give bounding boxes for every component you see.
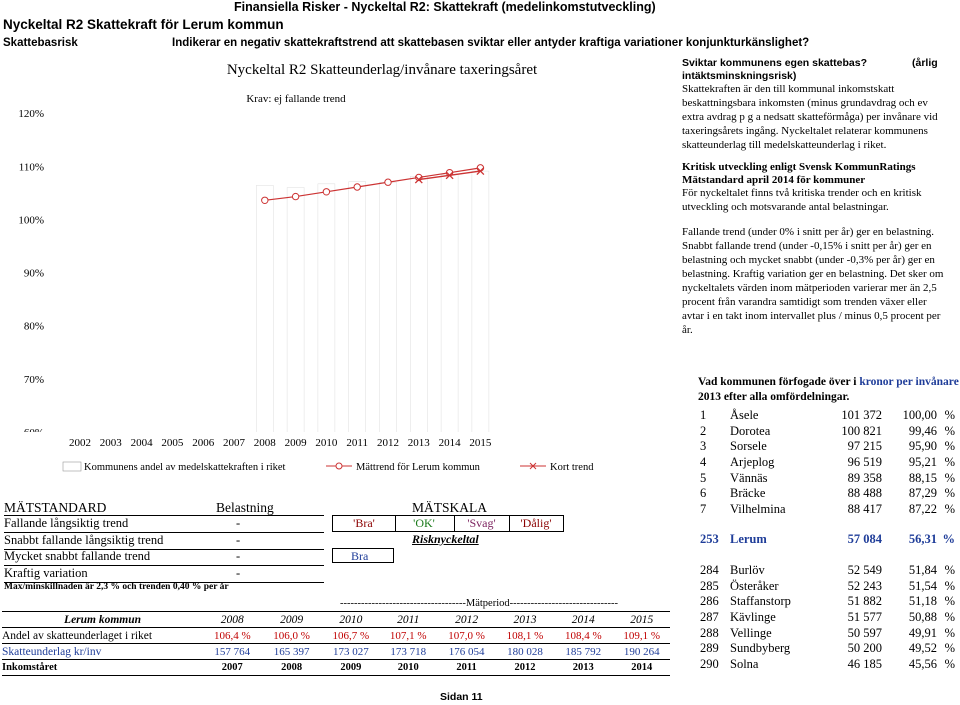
history-cell: 2009 — [322, 660, 380, 676]
text-line: nyckeltalets värden inom mätperioden varierar mer än 2,5 — [682, 282, 937, 294]
x-tick-label: 2005 — [161, 437, 184, 449]
legend-label-bar: Kommunens andel av medelskattekraften i riket — [84, 462, 286, 473]
ranking-unit: % — [944, 563, 955, 578]
standard-load: - — [236, 532, 241, 547]
ranking-top-table — [700, 408, 955, 517]
question-title-2: intäktsminskningsrisk) — [682, 70, 797, 82]
x-tick-label: 2014 — [438, 437, 461, 449]
bar — [256, 185, 273, 438]
ranking-title — [698, 376, 959, 388]
ranking-pct: 88,15 — [908, 470, 937, 485]
ranking-rank: 6 — [700, 486, 707, 501]
legend-label-trend: Mättrend för Lerum kommun — [356, 462, 480, 473]
critical-title-1: Kritisk utveckling enligt Svensk KommunRatings — [682, 161, 916, 173]
section-description: Indikerar en negativ skattekraftstrend att skattebasen sviktar eller antyder kraftiga variationer konjunkturkänslighet? — [172, 37, 810, 49]
history-row — [2, 644, 670, 660]
y-tick-label: 100% — [18, 214, 44, 227]
ranking-value: 57 084 — [847, 532, 882, 547]
bar — [349, 182, 366, 438]
text-line: utveckling och motsvarande antal belastningar. — [682, 201, 889, 213]
skatteunderlag-chart — [0, 60, 680, 480]
legend-swatch-bar — [63, 462, 81, 471]
ranking-unit: % — [944, 625, 955, 640]
ranking-row — [700, 563, 955, 579]
ranking-value: 51 882 — [847, 594, 882, 609]
ranking-row — [700, 625, 955, 641]
history-header-year: 2015 — [613, 612, 670, 628]
x-tick-label: 2006 — [192, 437, 215, 449]
history-cell: 2012 — [497, 660, 553, 676]
history-header-year: 2011 — [380, 612, 436, 628]
ranking-row — [700, 657, 955, 673]
ranking-row — [700, 610, 955, 626]
ranking-value: 101 372 — [841, 408, 882, 423]
measure-trend-marker — [292, 193, 298, 199]
history-cell: 185 792 — [553, 644, 613, 660]
text-line: avtar i en takt inom intervallet plus / minus 0,5 procent per — [682, 310, 941, 322]
ranking-pct: 51,84 — [908, 563, 937, 578]
ranking-rank: 253 — [700, 532, 719, 547]
ranking-pct: 87,22 — [908, 501, 937, 516]
ranking-unit: % — [944, 594, 955, 609]
ranking-rank: 5 — [700, 470, 707, 485]
ranking-pct: 95,21 — [908, 455, 937, 470]
y-tick-label: 120% — [18, 108, 44, 121]
history-cell: 190 264 — [613, 644, 670, 660]
history-cell: 107,0 % — [437, 628, 497, 644]
risk-value: Bra — [332, 548, 394, 563]
text-line: Skattekraften är den till kommunal inkomstskatt — [682, 83, 895, 95]
history-cell: 176 054 — [437, 644, 497, 660]
legend-label-short: Kort trend — [550, 462, 594, 473]
ranking-own-table — [700, 532, 955, 548]
bar — [441, 175, 458, 438]
x-tick-label: 2010 — [315, 437, 338, 449]
history-header-row — [2, 612, 670, 628]
ranking-name: Åsele — [730, 408, 759, 423]
history-header-year: 2010 — [322, 612, 380, 628]
ranking-pct: 56,31 — [908, 532, 937, 547]
question-body — [682, 82, 938, 152]
history-header-year: 2009 — [261, 612, 321, 628]
ranking-rank: 2 — [700, 423, 707, 438]
history-cell: 173 718 — [380, 644, 436, 660]
measure-trend-marker — [262, 197, 268, 203]
ranking-row — [700, 579, 955, 595]
y-tick-label: 90% — [23, 267, 44, 280]
history-row — [2, 660, 670, 676]
history-row-label: Inkomståret — [2, 660, 203, 676]
ranking-row — [700, 502, 955, 518]
ranking-pct: 51,18 — [908, 594, 937, 609]
ranking-value: 97 215 — [847, 439, 882, 454]
x-tick-label: 2002 — [69, 437, 91, 449]
ranking-rank: 7 — [700, 501, 707, 516]
history-cell: 106,7 % — [322, 628, 380, 644]
ranking-value: 51 577 — [847, 610, 882, 625]
ranking-rank: 4 — [700, 455, 707, 470]
bar — [318, 184, 335, 438]
page-number: Sidan 11 — [440, 691, 483, 703]
chart-subtitle: Krav: ej fallande trend — [246, 93, 346, 105]
scale-dalig: 'Dålig' — [509, 515, 564, 532]
history-cell: 109,1 % — [613, 628, 670, 644]
bar — [380, 182, 397, 438]
standard-top-rule — [4, 515, 324, 516]
question-title: Sviktar kommunens egen skattebas? — [682, 57, 867, 69]
ranking-unit: % — [942, 532, 955, 547]
standard-label: Mycket snabbt fallande trend — [4, 549, 151, 563]
history-header-year: 2014 — [553, 612, 613, 628]
history-table — [2, 612, 670, 676]
measure-trend-marker — [323, 189, 329, 195]
ranking-value: 96 519 — [847, 455, 882, 470]
ranking-value: 52 243 — [847, 578, 882, 593]
x-tick-label: 2011 — [346, 437, 368, 449]
ranking-name: Vännäs — [730, 470, 768, 485]
history-cell: 107,1 % — [380, 628, 436, 644]
text-line: skatteunderlag till medelskatteunderlag i riket. — [682, 139, 887, 151]
standard-row — [4, 533, 324, 550]
ranking-unit: % — [944, 486, 955, 501]
standard-row — [4, 549, 324, 566]
text-line: Snabbt fallande trend (under -0,15% i snitt per år) ger en — [682, 240, 932, 252]
ranking-name: Bräcke — [730, 486, 766, 501]
ranking-value: 52 549 — [847, 563, 882, 578]
ranking-name: Kävlinge — [730, 610, 776, 625]
ranking-row — [700, 486, 955, 502]
history-cell: 108,1 % — [497, 628, 553, 644]
history-header-year: 2012 — [437, 612, 497, 628]
ranking-row — [700, 594, 955, 610]
ranking-rank: 289 — [700, 641, 719, 656]
standard-row — [4, 566, 324, 583]
ranking-unit: % — [944, 656, 955, 671]
ranking-unit: % — [944, 408, 955, 423]
y-tick-label: 110% — [18, 161, 44, 174]
period-label: ------------------------------------Mätperiod------------------------------- — [340, 598, 619, 609]
standard-label: Kraftig variation — [4, 565, 88, 580]
measure-trend-marker — [354, 184, 360, 190]
x-tick-label: 2004 — [130, 437, 153, 449]
scale-ok: 'OK' — [394, 515, 455, 532]
standard-load: - — [236, 565, 241, 580]
history-cell: 106,4 % — [203, 628, 261, 644]
history-cell: 2014 — [613, 660, 670, 676]
standard-heading: MÄTSTANDARD — [4, 500, 107, 515]
ranking-title-colored: kronor per invånare — [859, 376, 959, 388]
text-line: procent från varandra samtidigt som trenden växer eller — [682, 296, 927, 308]
legend-marker-trend — [336, 463, 342, 469]
ranking-title-2: 2013 efter alla omfördelningar. — [698, 391, 850, 403]
text-line: belastning och mycket snabbt (under -0,3% per år) ger en — [682, 254, 935, 266]
main-title: Finansiella Risker - Nyckeltal R2: Skattekraft (medelinkomstutveckling) — [234, 0, 656, 14]
critical-body — [682, 186, 922, 214]
risk-label: Risknyckeltal — [412, 532, 479, 546]
ranking-pct: 100,00 — [902, 408, 937, 423]
ranking-pct: 87,29 — [908, 486, 937, 501]
measure-trend-marker — [385, 179, 391, 185]
ranking-name: Burlöv — [730, 563, 765, 578]
question-title-right: (årlig — [912, 57, 938, 69]
load-heading: Belastning — [216, 500, 274, 515]
ranking-name: Vellinge — [730, 625, 772, 640]
bar — [287, 188, 304, 438]
history-row — [2, 628, 670, 644]
history-cell: 180 028 — [497, 644, 553, 660]
x-tick-label: 2008 — [253, 437, 276, 449]
ranking-unit: % — [944, 439, 955, 454]
maxmin-text: Max/minskillnaden är 2,3 % och trenden 0,40 % per år — [4, 582, 229, 592]
scale-svag: 'Svag' — [454, 515, 510, 532]
ranking-value: 46 185 — [847, 656, 882, 671]
ranking-pct: 49,52 — [908, 641, 937, 656]
ranking-name: Lerum — [730, 532, 767, 547]
standard-load: - — [236, 516, 241, 530]
ranking-unit: % — [944, 578, 955, 593]
bar — [472, 171, 489, 438]
bar — [410, 176, 427, 438]
text-line: beskattningsbara inkomsten (minus grundavdrag och ev — [682, 97, 928, 109]
ranking-row — [700, 641, 955, 657]
x-tick-label: 2012 — [377, 437, 399, 449]
text-line: år. — [682, 324, 693, 336]
text-line: extra avdrag p g a nedsatt skatteförmåga) per invånare vid — [682, 111, 938, 123]
ranking-unit: % — [944, 610, 955, 625]
critical-title-2: Mätstandard april 2014 för kommuner — [682, 174, 866, 186]
text-line: taxeringsårets ingång. Nyckeltalet relaterar kommunens — [682, 125, 928, 137]
ranking-unit: % — [944, 455, 955, 470]
ranking-rank: 290 — [700, 656, 719, 671]
y-tick-label: 70% — [23, 373, 44, 386]
ranking-row — [700, 455, 955, 471]
history-cell: 173 027 — [322, 644, 380, 660]
ranking-pct: 45,56 — [908, 656, 937, 671]
history-cell: 2013 — [553, 660, 613, 676]
ranking-value: 88 417 — [847, 501, 882, 516]
measure-trend-marker — [477, 165, 483, 171]
ranking-bottom-table — [700, 563, 955, 672]
ranking-title-prefix: Vad kommunen förfogade över i — [698, 376, 860, 388]
history-header-year: 2013 — [497, 612, 553, 628]
history-header-label: Lerum kommun — [2, 612, 203, 628]
ranking-name: Arjeplog — [730, 455, 775, 470]
ranking-pct: 99,46 — [908, 423, 937, 438]
ranking-name: Staffanstorp — [730, 594, 791, 609]
ranking-name: Solna — [730, 656, 759, 671]
ranking-pct: 50,88 — [908, 610, 937, 625]
ranking-name: Österåker — [730, 578, 779, 593]
ranking-rank: 288 — [700, 625, 719, 640]
history-cell: 157 764 — [203, 644, 261, 660]
ranking-rank: 1 — [700, 408, 707, 423]
standard-label: Snabbt fallande långsiktig trend — [4, 532, 164, 547]
history-header-year: 2008 — [203, 612, 261, 628]
ranking-value: 89 358 — [847, 470, 882, 485]
x-tick-label: 2007 — [223, 437, 245, 449]
x-tick-label: 2013 — [407, 437, 430, 449]
history-row-label: Andel av skatteunderlaget i riket — [2, 628, 203, 644]
history-cell: 2010 — [380, 660, 436, 676]
standard-row — [4, 516, 324, 533]
scale-boxes — [332, 515, 564, 531]
text-line: Fallande trend (under 0% i snitt per år) ger en belastning. — [682, 226, 935, 238]
subtitle: Nyckeltal R2 Skattekraft för Lerum kommun — [3, 17, 284, 32]
x-tick-label: 2009 — [284, 437, 307, 449]
history-cell: 106,0 % — [261, 628, 321, 644]
text-line: För nyckeltalet finns två kritiska trender och en kritisk — [682, 187, 922, 199]
ranking-rank: 286 — [700, 594, 719, 609]
ranking-value: 50 200 — [847, 641, 882, 656]
history-cell: 165 397 — [261, 644, 321, 660]
standard-label: Fallande långsiktig trend — [4, 516, 129, 530]
ranking-row — [700, 424, 955, 440]
scale-heading: MÄTSKALA — [412, 500, 488, 515]
ranking-row — [700, 439, 955, 455]
ranking-pct: 95,90 — [908, 439, 937, 454]
section-label: Skattebasrisk — [3, 37, 78, 49]
ranking-unit: % — [944, 501, 955, 516]
ranking-pct: 51,54 — [908, 578, 937, 593]
ranking-row — [700, 408, 955, 424]
history-cell: 2007 — [203, 660, 261, 676]
ranking-name: Vilhelmina — [730, 501, 786, 516]
history-cell: 108,4 % — [553, 628, 613, 644]
text-line: belastning. Kraftig variation ger en belastning. Det sker om — [682, 268, 944, 280]
history-row-label: Skatteunderlag kr/inv — [2, 644, 203, 660]
ranking-name: Dorotea — [730, 423, 771, 438]
scale-bra: 'Bra' — [332, 515, 396, 532]
ranking-rank: 284 — [700, 563, 719, 578]
standard-load: - — [236, 549, 241, 563]
ranking-unit: % — [944, 470, 955, 485]
ranking-rank: 3 — [700, 439, 707, 454]
ranking-pct: 49,91 — [908, 625, 937, 640]
chart-title: Nyckeltal R2 Skatteunderlag/invånare taxeringsåret — [226, 62, 538, 78]
ranking-unit: % — [944, 423, 955, 438]
ranking-rank: 285 — [700, 578, 719, 593]
trend-rules-body — [682, 225, 943, 337]
ranking-value: 88 488 — [847, 486, 882, 501]
ranking-name: Sorsele — [730, 439, 767, 454]
ranking-row — [700, 470, 955, 486]
ranking-row — [700, 532, 955, 548]
x-tick-label: 2003 — [99, 437, 122, 449]
history-cell: 2008 — [261, 660, 321, 676]
y-tick-label: 80% — [23, 320, 44, 333]
ranking-value: 50 597 — [847, 625, 882, 640]
ranking-rank: 287 — [700, 610, 719, 625]
ranking-name: Sundbyberg — [730, 641, 791, 656]
ranking-unit: % — [944, 641, 955, 656]
x-tick-label: 2015 — [469, 437, 492, 449]
ranking-value: 100 821 — [841, 423, 882, 438]
history-cell: 2011 — [437, 660, 497, 676]
